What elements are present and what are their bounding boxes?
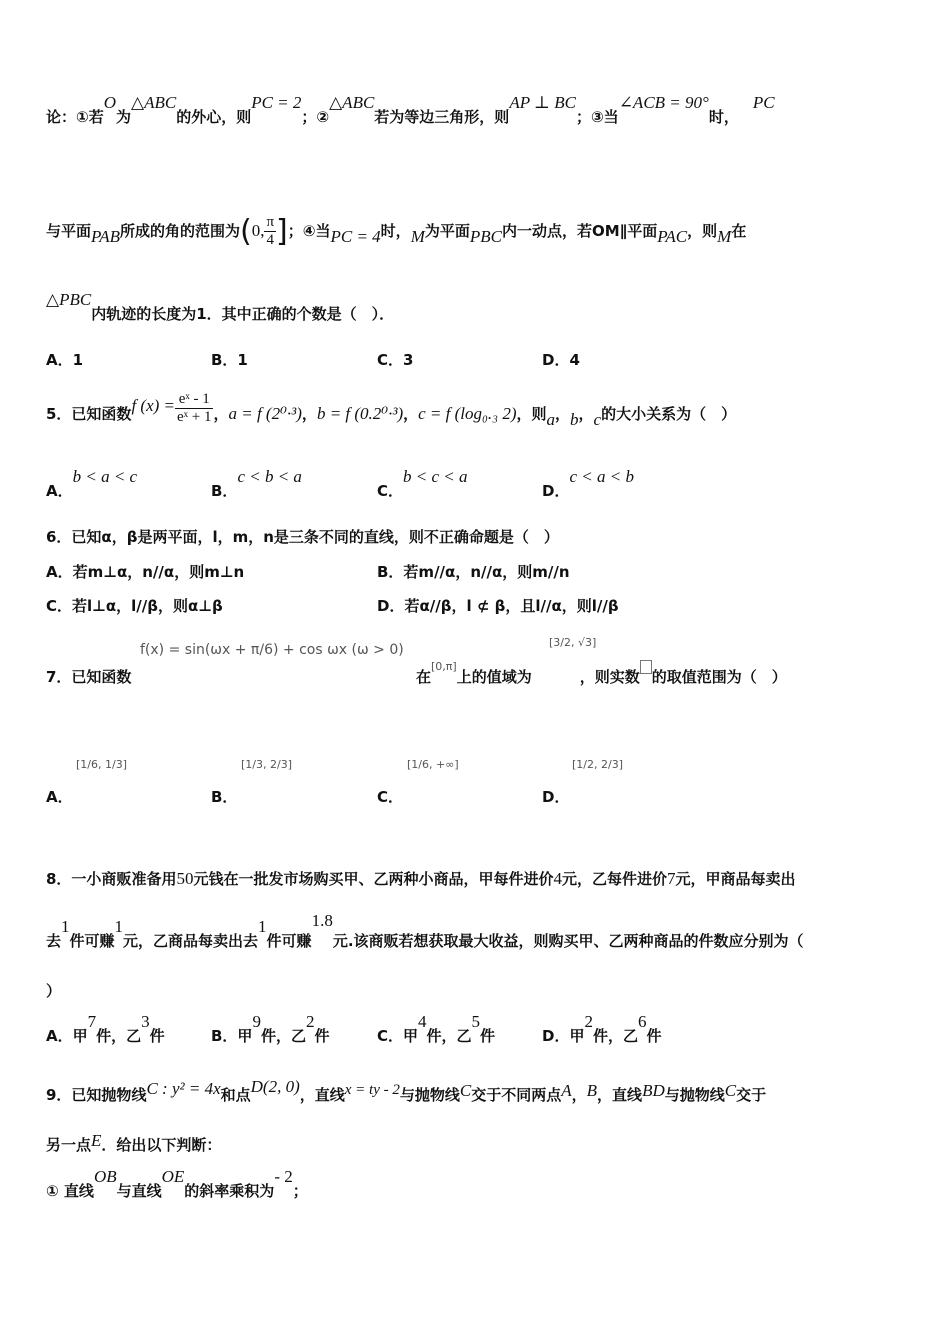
- math-triangle: △ABC: [329, 93, 375, 112]
- math-E: E: [91, 1131, 102, 1150]
- text: 件: [314, 1027, 330, 1045]
- number-1-8: 1.8: [311, 911, 333, 930]
- text: ，: [578, 405, 594, 423]
- math-pbc: PBC: [469, 227, 502, 246]
- text: 元.该商贩若想获取最大收益，则购买甲、乙两种商品的件数应分别为（: [332, 932, 804, 950]
- fraction-pi-4: [264, 214, 276, 249]
- option-image: [1/6, 1/3]: [76, 758, 127, 771]
- number: 4: [418, 1012, 427, 1031]
- q7-option-b: [211, 758, 292, 807]
- q7-option-a: [46, 758, 127, 807]
- label: A．: [46, 788, 73, 806]
- text: ，: [301, 405, 317, 423]
- text: 件可赚: [69, 932, 115, 950]
- label: C．甲: [377, 1027, 419, 1045]
- q8-option-a: [46, 1012, 165, 1046]
- math-OB: OB: [93, 1167, 117, 1186]
- omega-box: [640, 660, 652, 673]
- text: 与直线: [116, 1182, 162, 1200]
- text: 与平面: [46, 222, 92, 240]
- math-parabola: C : y² = 4x: [146, 1079, 221, 1098]
- text: 另一点: [46, 1136, 92, 1154]
- label: B．: [211, 788, 238, 806]
- q5-option-a: [46, 466, 138, 500]
- q5-option-b: [211, 466, 302, 500]
- text: 交于不同两点: [471, 1086, 562, 1104]
- text: ，: [403, 405, 419, 423]
- math-angle: ∠ACB = 90°: [618, 93, 709, 112]
- label: D．: [542, 788, 570, 806]
- q8-option-c: [377, 1012, 496, 1046]
- text: 论：①若: [46, 108, 104, 126]
- text: 若为等边三角形，则: [374, 108, 510, 126]
- q4-option-c: C．3: [377, 351, 414, 369]
- math-pc-2: PC = 2: [251, 93, 302, 112]
- q9-line1: [46, 1077, 920, 1105]
- math-line: x = ty - 2: [344, 1082, 400, 1098]
- text: 元，乙每件进价: [561, 870, 667, 888]
- q4-option-a: A．1: [46, 351, 84, 369]
- label: C．: [377, 788, 404, 806]
- option-image: [1/3, 2/3]: [241, 758, 292, 771]
- text: ；②: [301, 108, 330, 126]
- math-om: OM∥: [592, 222, 628, 240]
- text: 件可赚: [266, 932, 312, 950]
- q5-option-d: [542, 466, 634, 500]
- q9-line2: [46, 1131, 920, 1155]
- text: 元，甲商品每卖出: [675, 870, 796, 888]
- math-c: c: [593, 410, 602, 429]
- text: 件: [646, 1027, 662, 1045]
- text: 为: [115, 108, 131, 126]
- label: A．甲: [46, 1027, 88, 1045]
- math-b: b: [570, 410, 579, 429]
- q6-stem: 6．已知α，β是两平面，l，m，n是三条不同的直线，则不正确命题是（ ）: [46, 528, 559, 546]
- text: 为平面: [424, 222, 470, 240]
- math: c < a < b: [569, 467, 634, 486]
- number-1: 1: [114, 917, 124, 936]
- number: 3: [141, 1012, 150, 1031]
- math-pab: PAB: [91, 227, 120, 246]
- number-1: 1: [258, 917, 267, 936]
- number: 6: [637, 1012, 647, 1031]
- option-image: [1/2, 2/3]: [572, 758, 623, 771]
- math-a-value: a = f (2⁰·³): [228, 404, 302, 423]
- q5-stem: [46, 391, 920, 432]
- q4-line3: [46, 290, 920, 324]
- q8-line3: ）: [46, 982, 62, 1000]
- text: 所成的角的范围为: [119, 222, 240, 240]
- math-B: B: [586, 1081, 598, 1100]
- q7-stem: [46, 636, 920, 687]
- text: 与抛物线: [664, 1086, 725, 1104]
- text: ① 直线: [46, 1182, 94, 1200]
- label: C．: [377, 482, 404, 500]
- label: B．甲: [211, 1027, 253, 1045]
- number: 7: [87, 1012, 97, 1031]
- text: 件: [149, 1027, 165, 1045]
- range-image: [3/2, √3]: [549, 636, 597, 649]
- text: ，则: [516, 405, 547, 423]
- text: 元，乙商品每卖出去: [123, 932, 259, 950]
- q4-line2: [46, 214, 920, 249]
- math-triangle-pbc: △PBC: [46, 290, 92, 309]
- math-A: A: [561, 1081, 572, 1100]
- text: 5．已知函数: [46, 405, 132, 423]
- text: 内一动点，若: [501, 222, 592, 240]
- text: 时，: [380, 222, 411, 240]
- q6-option-c: C．若l⊥α，l//β，则α⊥β: [46, 597, 223, 615]
- text: ，: [571, 1086, 587, 1104]
- text: 与抛物线: [399, 1086, 460, 1104]
- math: c < b < a: [237, 467, 302, 486]
- number-50: 50: [176, 869, 194, 888]
- label: A．: [46, 482, 73, 500]
- text: 和点: [220, 1086, 251, 1104]
- text: 8．一小商贩准备用: [46, 870, 177, 888]
- label: D．: [542, 482, 570, 500]
- math-perp: AP ⊥ BC: [509, 93, 576, 112]
- label: B．: [211, 482, 238, 500]
- text: ，: [555, 405, 571, 423]
- text: 9．已知抛物线: [46, 1086, 147, 1104]
- math-b-value: b = f (0.2⁰·³): [316, 404, 404, 423]
- text: 件，乙: [426, 1027, 472, 1045]
- q8-option-d: [542, 1012, 662, 1046]
- math-neg-2: - 2: [274, 1167, 293, 1186]
- q8-line1: [46, 868, 920, 889]
- text: 的外心，则: [176, 108, 252, 126]
- text: ，直线: [597, 1086, 643, 1104]
- text: 内轨迹的长度为1．其中正确的个数是（ ）．: [91, 305, 395, 323]
- text: ，: [213, 405, 229, 423]
- text: 件，乙: [260, 1027, 306, 1045]
- text: ；③当: [575, 108, 619, 126]
- number: 2: [584, 1012, 593, 1031]
- q4-option-b: B．1: [211, 351, 248, 369]
- math-point-d: D(2, 0): [250, 1077, 300, 1096]
- fraction-function: [175, 391, 213, 426]
- math-C: C: [724, 1081, 737, 1100]
- q7-option-c: [377, 758, 459, 807]
- math-zero: 0,: [251, 221, 265, 240]
- text: 的斜率乘积为: [184, 1182, 275, 1200]
- option-image: [1/6, +∞]: [407, 758, 459, 771]
- text: 7．已知函数: [46, 668, 132, 686]
- math-BD: BD: [642, 1081, 665, 1100]
- math-M: M: [410, 227, 425, 246]
- text: 件，乙: [96, 1027, 142, 1045]
- q4-line1: [46, 93, 920, 127]
- text: 去: [46, 932, 62, 950]
- numerator: eˣ - 1: [175, 391, 213, 409]
- interval-image: [0,π]: [431, 660, 457, 673]
- number-7: 7: [666, 869, 676, 888]
- box: [640, 660, 652, 674]
- right-bracket: ]: [276, 214, 288, 249]
- text: ，直线: [299, 1086, 345, 1104]
- left-paren: (: [240, 214, 252, 249]
- math-a: a: [546, 410, 556, 429]
- denominator: eˣ + 1: [177, 409, 212, 425]
- math-pc-4: PC = 4: [330, 227, 381, 246]
- text: 平面: [627, 222, 658, 240]
- text: 交于: [736, 1086, 767, 1104]
- q4-option-d: D．4: [542, 351, 580, 369]
- q6-option-a: A．若m⊥α，n//α，则m⊥n: [46, 563, 245, 581]
- text: 件: [480, 1027, 496, 1045]
- number: 9: [252, 1012, 261, 1031]
- math-C: C: [459, 1081, 472, 1100]
- text: 件，乙: [592, 1027, 638, 1045]
- label: D．甲: [542, 1027, 585, 1045]
- math: b < c < a: [403, 467, 468, 486]
- text: ．给出以下判断：: [101, 1136, 222, 1154]
- number: 5: [471, 1012, 481, 1031]
- math-O: O: [103, 93, 116, 112]
- text: ；: [292, 1182, 308, 1200]
- math-M: M: [717, 227, 732, 246]
- function-image: f(x) = sin(ωx + π/6) + cos ωx (ω > 0): [140, 642, 404, 658]
- number-1: 1: [61, 917, 70, 936]
- text: 上的值域为: [456, 668, 532, 686]
- q8-line2: [46, 911, 920, 951]
- text: 在: [731, 222, 747, 240]
- text: 元钱在一批发市场购买甲、乙两种小商品，甲每件进价: [193, 870, 554, 888]
- denominator: 4: [266, 232, 274, 248]
- number: 2: [305, 1012, 315, 1031]
- q7-rest: [416, 636, 787, 687]
- math-pac: PAC: [657, 227, 688, 246]
- math: b < a < c: [72, 467, 138, 486]
- math-OE: OE: [161, 1167, 185, 1186]
- text: 的取值范围为（ ）: [651, 668, 787, 686]
- math-c-value: c = f (log₀.₃ 2): [418, 404, 517, 423]
- math-triangle: △ABC: [131, 93, 177, 112]
- text: 的大小关系为（ ）: [601, 405, 737, 423]
- number-4: 4: [553, 869, 562, 888]
- q7-option-d: [542, 758, 623, 807]
- text: ；④当: [287, 222, 331, 240]
- q5-option-c: [377, 466, 468, 500]
- q8-option-b: [211, 1012, 330, 1046]
- q6-option-d: D．若α//β，l ⊄ β，且l//α，则l//β: [377, 597, 619, 615]
- text: 在: [416, 668, 432, 686]
- text: 时，: [708, 108, 739, 126]
- text: ，则实数: [579, 668, 640, 686]
- q6-option-b: B．若m//α，n//α，则m//n: [377, 563, 570, 581]
- numerator: π: [266, 214, 275, 230]
- q9-line3: [46, 1167, 920, 1201]
- text: ，则: [687, 222, 718, 240]
- math-pc: PC: [752, 93, 775, 112]
- math-fx: f (x) =: [131, 396, 176, 415]
